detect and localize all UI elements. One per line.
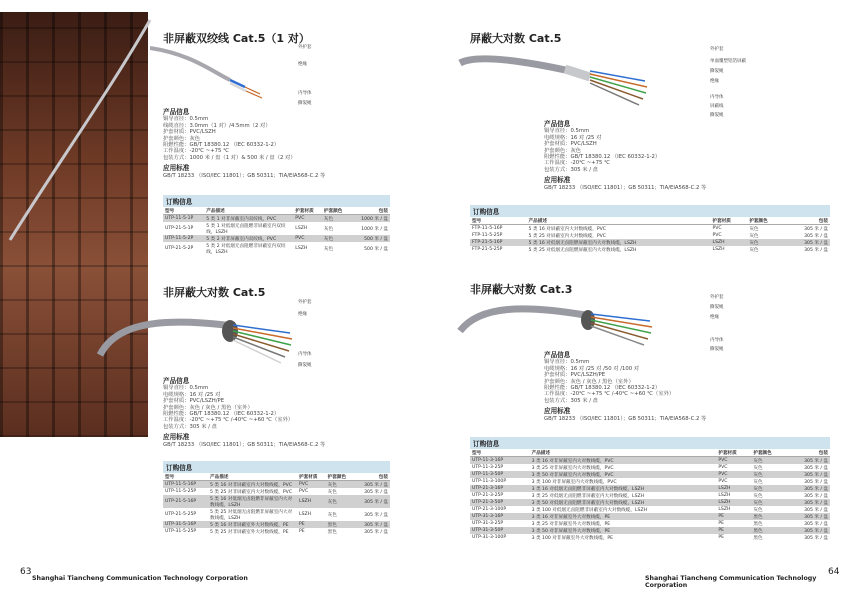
table-cell: FTP-11-5-25P [472,233,503,238]
callout-label: 绝缘 [710,79,719,84]
table-row [163,528,390,535]
table-cell: PVC [299,489,309,494]
table-cell: LSZH [711,239,748,246]
table-cell: 305 米 / 盘 [354,521,390,528]
callout-label: 屏蔽线 [710,104,724,109]
col-header: 型号 [163,207,204,215]
table-cell: 305 米 / 盘 [784,239,830,246]
table-cell: FTP-21-5-16P [470,239,527,246]
footer-company: Shanghai Tiancheng Communication Technology Corporation [32,575,248,582]
table-cell: 灰色 [323,246,334,252]
info-line: 电缆规格：16 对 /25 对 [544,134,602,141]
standards-text: GB/T 18233 （ISO/IEC 11801）；GB 50311；TIA/EIA568-C.2 等 [163,172,326,179]
table-cell: UTP-11-5-25P [165,489,197,494]
product-info-heading: 产品信息 [544,120,571,128]
table-cell: 灰色 [322,235,351,242]
table-cell: UTP-21-3-100P [472,507,507,512]
callout-label: 外护套 [298,45,312,50]
table-cell: 1000 米 / 盘 [361,226,388,232]
col-header: 包装 [354,473,390,481]
info-line: 铜导直径：0.5mm [544,128,590,135]
cable-image-utp-1p [150,40,300,110]
table-cell: 3 类 50 对非屏蔽室内大对数线缆，PVC [530,471,717,478]
table-cell: 305 米 / 盘 [786,485,830,492]
table-cell: 灰色 [749,247,759,253]
info-line: 铜导直径：0.5mm [163,116,209,123]
table-cell: 灰色 [753,479,763,485]
info-line: 工作温度：-20℃ ~+75 ℃ /-40℃ ~+60 ℃（室外） [163,417,294,424]
col-header: 包装 [784,217,830,225]
table-cell: PVC [716,471,751,478]
footer-company: Shanghai Tiancheng Communication Technology Corporation [645,575,817,589]
table-cell: 3 类 100 对非屏蔽室外大对数线缆，PE [531,535,614,541]
order-info-heading: 订购信息 [470,205,830,217]
table-cell: 灰色 [749,226,759,232]
col-header: 型号 [470,449,530,457]
product-info-utp-cat5-multi [163,378,413,448]
table-cell: LSZH [716,485,751,492]
order-table-utp-cat5-multi [163,473,390,535]
info-line: 包装方式：305 米 / 盘 [544,166,599,173]
info-line: 铜导直径：0.5mm [544,359,590,366]
table-cell: PE [718,521,725,526]
table-cell: PE [716,513,751,520]
info-line: 护套颜色：灰色 [163,135,201,142]
info-line: 电缆规格：16 对 /25 对 [163,391,221,398]
col-header: 产品描述 [204,207,293,215]
table-cell: UTP-21-5-16P [163,495,208,508]
table-row [163,508,390,521]
standards-heading: 应用标准 [163,433,190,442]
table-cell: 305 米 / 盘 [804,233,828,239]
table-row [470,464,830,471]
table-row [470,485,830,492]
table-cell: 灰色 [753,493,763,499]
table-row [470,534,830,541]
table-cell: 5 类 1 对低烟无卤阻燃非屏蔽室内双绞线，LSZH [206,223,286,235]
table-cell: 3 类 25 对非屏蔽室外大对数线缆，PE [531,521,611,527]
table-cell: 灰色 [327,489,337,495]
table-cell: 灰色 [751,457,786,465]
order-table-utp-1p [163,207,390,255]
table-cell: 灰色 [323,226,334,232]
table-cell: 3 类 50 对低烟无卤阻燃非屏蔽室内大对数线缆，LSZH [530,499,717,506]
table-cell: 黑色 [751,527,786,534]
table-cell: 5 类 1 对非屏蔽室内双绞线，PVC [204,215,293,223]
order-info-heading: 订购信息 [163,461,390,473]
table-row [470,520,830,527]
info-line: 护套颜色：灰色 [544,147,582,154]
table-cell: UTP-31-3-16P [470,513,530,520]
standards-heading: 应用标准 [544,176,571,185]
table-cell: 500 米 / 盘 [351,235,390,242]
table-row [470,225,830,233]
callout-label: 撕裂绳 [298,101,312,106]
table-cell: PVC [712,233,722,238]
table-cell: 黑色 [751,513,786,520]
table-cell: 灰色 [326,481,355,489]
col-header: 护套材质 [293,207,322,215]
table-cell: PVC [712,226,722,231]
info-line: 线缆直径：3.0mm（1 对）/4.5mm（2 对） [163,122,271,129]
cable-image-utp-cat3 [455,293,705,353]
table-cell: 305 米 / 盘 [786,527,830,534]
table-cell: 5 类 16 对低烟无卤阻燃屏蔽室内大对数线缆，LSZH [527,239,711,246]
table-cell: 灰色 [753,465,763,471]
table-row [470,239,830,246]
section-title-utp-cat5-multi: 非屏蔽大对数 Cat.5 [163,286,266,299]
section-title-utp-cat5-1p: 非屏蔽双绞线 Cat.5（1 对） [163,32,310,45]
table-cell: 灰色 [326,495,355,508]
table-cell: 灰色 [751,471,786,478]
info-line: 工作温度：-20℃ ~+75 ℃ [544,160,611,167]
info-line: 护套材质：PVC/LSZH [163,129,216,136]
table-cell: 1000 米 / 盘 [351,215,390,223]
table-cell: UTP-31-3-50P [470,527,530,534]
info-line: 护套颜色：灰色 / 灰色 / 黑色（室外） [163,404,253,411]
table-cell: PE [718,535,725,540]
callout-label: 内导体 [298,352,312,357]
page-number: 63 [20,567,32,577]
col-header: 包装 [351,207,390,215]
table-cell: 5 类 16 对低烟无卤阻燃非屏蔽室内大对数线缆，LSZH [208,495,297,508]
table-cell: 5 类 2 对低烟无卤阻燃非屏蔽室内双绞线，LSZH [206,243,286,255]
callout-label: 内导体 [298,91,312,96]
table-cell: 305 米 / 盘 [364,529,388,535]
table-cell: 305 米 / 盘 [364,512,388,518]
table-cell: 3 类 25 对低烟无卤阻燃非屏蔽室内大对数线缆，LSZH [531,493,645,499]
table-cell: 305 米 / 盘 [786,513,830,520]
table-cell: 黑色 [753,521,763,527]
table-cell: 305 米 / 盘 [354,495,390,508]
col-header: 型号 [163,473,208,481]
table-cell: 3 类 16 对非屏蔽室外大对数线缆，PE [530,513,717,520]
table-cell: UTP-31-3-25P [472,521,504,526]
table-row [163,222,390,235]
callout-label: 内导体 [710,95,724,100]
info-line: 工作温度：-20℃ ~+75 ℃ [163,148,230,155]
callouts-ftp-cat5 [710,46,770,116]
order-info-heading: 订购信息 [470,437,830,449]
table-cell: 灰色 [749,233,759,239]
info-line: 护套材质：PVC/LSZH [544,141,597,148]
table-cell: 灰色 [753,507,763,513]
callouts-utp-cat5-multi [298,299,338,369]
product-info-heading: 产品信息 [544,351,571,359]
cable-image-ftp-cat5 [455,45,705,115]
table-cell: UTP-21-5-1P [165,226,194,231]
table-row [470,513,830,520]
table-cell: 5 类 25 对低烟无卤阻燃屏蔽室内大对数线缆，LSZH [528,247,637,253]
table-cell: 305 米 / 盘 [364,489,388,495]
standards-text: GB/T 18233 （ISO/IEC 11801）；GB 50311；TIA/EIA568-C.2 等 [163,441,326,448]
col-header: 护套材质 [716,449,751,457]
table-cell: 305 米 / 盘 [786,471,830,478]
table-cell: 305 米 / 盘 [804,226,828,232]
info-line: 工作温度：-20℃ ~+75 ℃ /-40℃ ~+60 ℃（室外） [544,391,675,398]
callout-label: 绝缘 [710,315,719,320]
table-cell: PVC [716,457,751,465]
table-cell: UTP-21-5-2P [165,246,194,251]
table-cell: 305 米 / 盘 [804,247,828,253]
info-line: 护套材质：PVC/LSZH/PE [163,398,225,405]
table-cell: LSZH [718,493,731,498]
table-cell: 黑色 [753,535,763,541]
table-cell: 灰色 [747,239,784,246]
info-line: 护套颜色：灰色 / 灰色 / 黑色（室外） [544,378,634,385]
col-header: 产品描述 [527,217,711,225]
table-cell: UTP-31-5-25P [165,529,197,534]
table-row [163,481,390,489]
table-cell: 5 类 16 对非屏蔽室外大对数线缆，PE [208,521,297,528]
info-line: 包装方式：1000 米 / 盘（1 对）& 500 米 / 盘（2 对） [163,154,296,161]
table-cell: 305 米 / 盘 [786,499,830,506]
callout-label: 撕裂绳 [710,305,724,310]
table-row [163,242,390,255]
col-header: 产品描述 [530,449,717,457]
table-row [163,235,390,242]
info-line: 阻燃性能：GB/T 18380.12 （IEC 60332-1-2） [544,154,661,161]
table-cell: UTP-11-5-16P [163,481,208,489]
product-info-heading: 产品信息 [163,108,190,116]
col-header: 型号 [470,217,527,225]
table-cell: LSZH [716,499,751,506]
standards-text: GB/T 18233 （ISO/IEC 11801）；GB 50311；TIA/EIA568-C.2 等 [544,415,707,422]
info-line: 铜导直径：0.5mm [163,385,209,392]
table-cell: LSZH [295,246,308,251]
callout-label: 撕裂绳 [710,347,724,352]
info-line: 包装方式：305 米 / 盘 [544,397,599,404]
table-row [470,471,830,478]
table-cell: 黑色 [326,521,355,528]
table-cell: 5 类 25 对低烟无卤阻燃非屏蔽室内大对数线缆，LSZH [210,509,293,521]
table-cell: LSZH [718,507,731,512]
section-title-ftp-cat5: 屏蔽大对数 Cat.5 [470,32,562,45]
col-header: 护套材质 [711,217,748,225]
table-cell: 5 类 25 对非屏蔽室外大对数线缆，PE [210,529,289,535]
callouts-utp-1p [298,44,338,104]
table-cell: UTP-11-3-50P [470,471,530,478]
table-row [470,246,830,253]
table-cell: UTP-21-3-50P [470,499,530,506]
table-cell: LSZH [299,512,312,517]
table-row [470,499,830,506]
callout-label: 绝缘 [298,62,307,67]
info-line: 护套材质：PVC/LSZH/PE [544,372,606,379]
table-cell: PE [716,527,751,534]
product-info-utp-1p [163,109,413,179]
table-cell: 5 类 2 对非屏蔽室内双绞线，PVC [204,235,293,242]
page-number: 64 [828,567,840,577]
col-header: 产品描述 [208,473,297,481]
info-line: 包装方式：305 米 / 盘 [163,423,218,430]
callout-label: 单面覆塑铝箔屏蔽 [710,59,746,64]
order-table-ftp-cat5 [470,217,830,253]
info-line: 阻燃性能：GB/T 18380.12 （IEC 60332-1-2） [544,385,661,392]
callout-label: 撕裂绳 [710,69,724,74]
table-cell: 3 类 16 对低烟无卤阻燃非屏蔽室内大对数线缆，LSZH [530,485,717,492]
table-cell: 305 米 / 盘 [804,507,828,513]
table-cell: 3 类 50 对非屏蔽室外大对数线缆，PE [530,527,717,534]
info-line: 阻燃性能：GB/T 18380.12 （IEC 60332-1-2） [163,411,280,418]
cable-image-utp-cat5-multi [95,295,305,375]
standards-heading: 应用标准 [163,164,190,173]
table-cell: 灰色 [751,485,786,492]
table-cell: PVC [718,465,728,470]
table-cell: LSZH [297,495,326,508]
table-cell: 3 类 16 对非屏蔽室内大对数线缆，PVC [530,457,717,465]
callouts-utp-cat3 [710,294,750,354]
callout-label: 外护套 [710,47,724,52]
info-line: 电缆规格：16 对 /25 对 /50 对 /100 对 [544,365,640,372]
table-cell: 黑色 [327,529,337,535]
table-cell: 3 类 25 对非屏蔽室内大对数线缆，PVC [531,465,614,471]
table-cell: 305 米 / 盘 [804,493,828,499]
table-cell: LSZH [295,226,308,231]
table-cell: LSZH [712,247,725,252]
order-table-utp-cat3 [470,449,830,541]
table-cell: 灰色 [327,512,337,518]
table-cell: UTP-31-5-16P [163,521,208,528]
table-row [470,232,830,239]
callout-label: 绝缘 [298,312,307,317]
callout-label: 外护套 [710,295,724,300]
table-row [163,215,390,223]
col-header: 护套颜色 [322,207,351,215]
table-cell: PVC [718,479,728,484]
col-header: 护套颜色 [747,217,784,225]
table-cell: 305 米 / 盘 [804,535,828,541]
table-cell: 5 类 25 对屏蔽室内大对数线缆，PVC [528,233,606,239]
callout-label: 内导体 [710,338,724,343]
table-cell: UTP-11-5-2P [163,235,204,242]
product-info-heading: 产品信息 [163,377,190,385]
standards-text: GB/T 18233 （ISO/IEC 11801）；GB 50311；TIA/EIA568-C.2 等 [544,184,707,191]
section-title-utp-cat3: 非屏蔽大对数 Cat.3 [470,283,573,296]
col-header: 护套颜色 [326,473,355,481]
table-cell: 3 类 100 对非屏蔽室内大对数线缆，PVC [531,479,617,485]
table-cell: UTP-21-3-16P [470,485,530,492]
table-cell: 5 类 16 对屏蔽室内大对数线缆，PVC [528,226,606,232]
right-page [430,0,860,608]
table-cell: PVC [293,235,322,242]
table-cell: FTP-11-5-16P [472,226,503,231]
product-info-utp-cat3 [544,352,794,422]
col-header: 护套颜色 [751,449,786,457]
info-line: 阻燃性能：GB/T 18380.12 （IEC 60332-1-2） [163,142,280,149]
table-cell: 305 米 / 盘 [804,521,828,527]
table-cell: UTP-21-5-25P [165,512,197,517]
table-cell: UTP-11-3-16P [470,457,530,465]
table-cell: 灰色 [751,499,786,506]
table-row [470,506,830,513]
table-cell: FTP-21-5-25P [472,247,503,252]
callout-label: 撕裂绳 [298,363,312,368]
order-info-heading: 订购信息 [163,195,390,207]
table-row [470,457,830,465]
table-row [470,478,830,485]
col-header: 护套材质 [297,473,326,481]
table-cell: UTP-21-3-25P [472,493,504,498]
table-cell: 500 米 / 盘 [364,246,388,252]
table-row [163,495,390,508]
table-cell: 灰色 [322,215,351,223]
table-cell: 305 米 / 盘 [354,481,390,489]
table-cell: PE [299,529,305,534]
col-header: 包装 [786,449,830,457]
table-cell: UTP-11-3-25P [472,465,504,470]
table-cell: 305 米 / 盘 [786,457,830,465]
table-cell: UTP-31-3-100P [472,535,507,540]
standards-heading: 应用标准 [544,407,571,416]
table-cell: UTP-11-5-1P [163,215,204,223]
table-cell: 5 类 16 对非屏蔽室内大对数线缆，PVC [208,481,297,489]
callout-label: 撕裂绳 [710,113,724,118]
table-cell: PE [297,521,326,528]
table-row [163,488,390,495]
table-cell: 5 类 25 对非屏蔽室内大对数线缆，PVC [210,489,293,495]
table-row [470,492,830,499]
table-cell: 305 米 / 盘 [804,465,828,471]
table-cell: PVC [297,481,326,489]
table-cell: 305 米 / 盘 [804,479,828,485]
table-row [470,527,830,534]
table-cell: 3 类 100 对低烟无卤阻燃非屏蔽室内大对数线缆，LSZH [531,507,648,513]
table-row [163,521,390,528]
product-info-ftp-cat5 [544,121,794,191]
table-cell: UTP-11-3-100P [472,479,507,484]
callout-label: 外护套 [298,300,312,305]
table-cell: PVC [293,215,322,223]
